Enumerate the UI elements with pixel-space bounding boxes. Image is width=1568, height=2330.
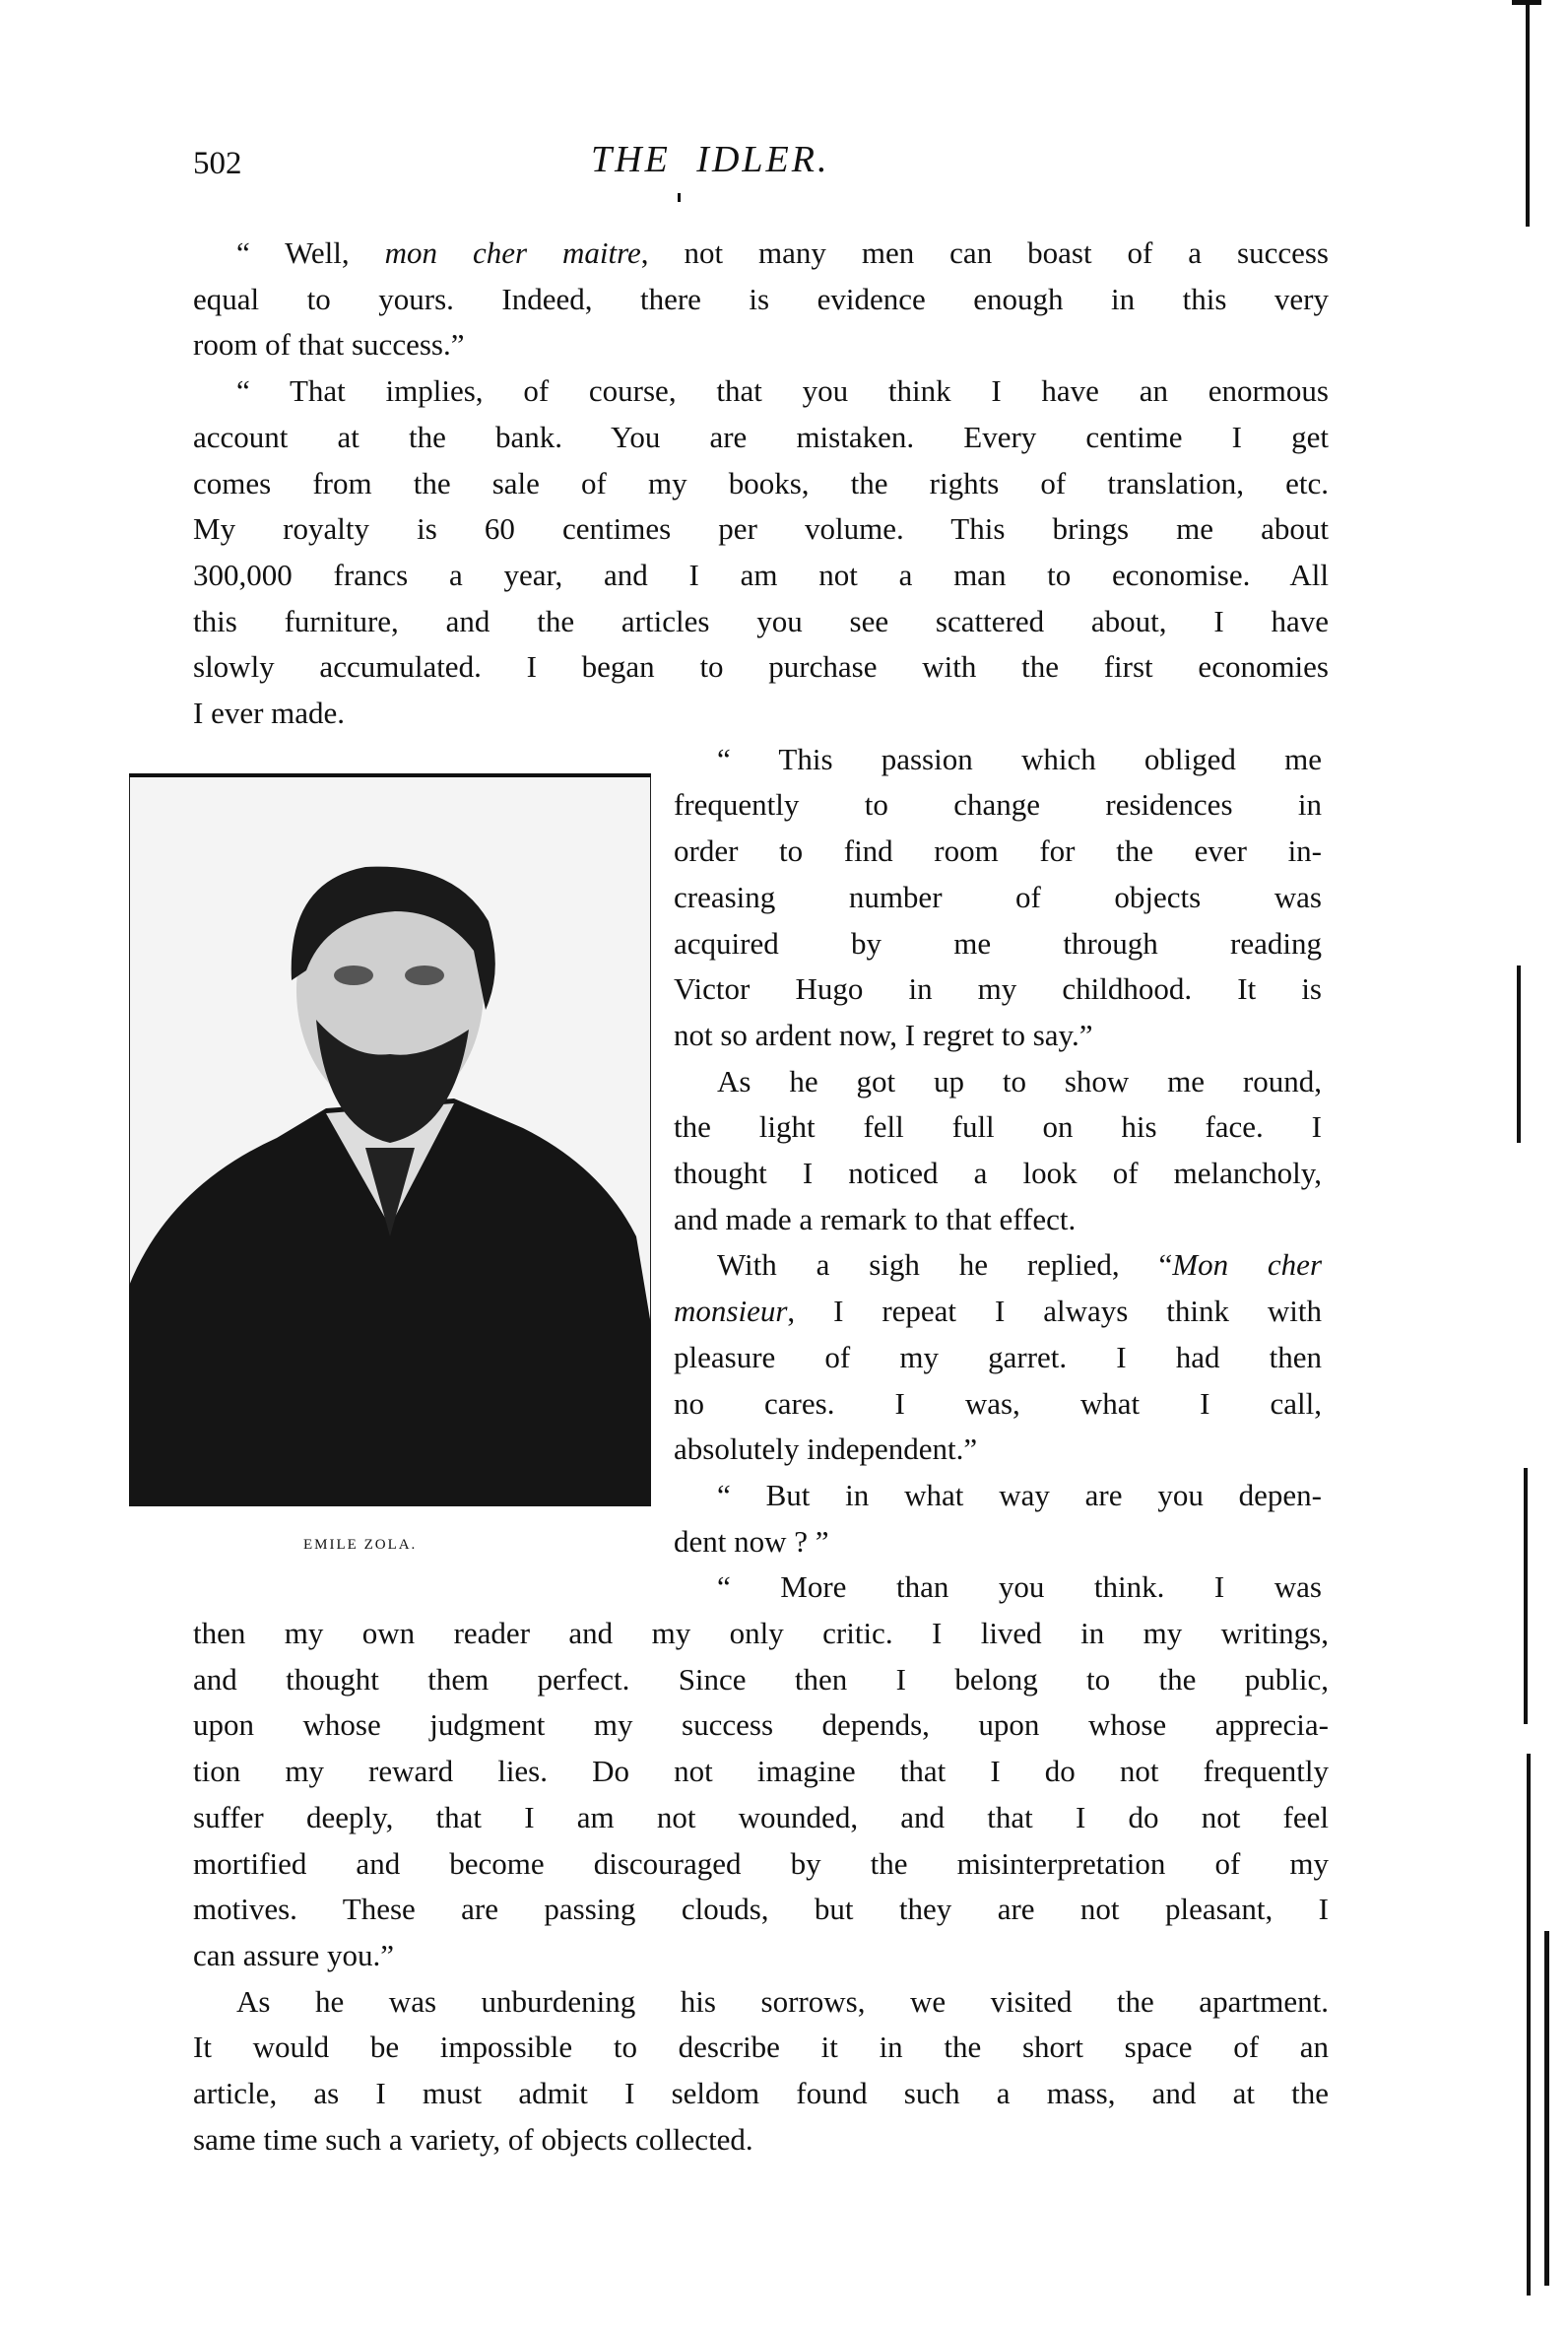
text-segment: order to find room for the ever in- xyxy=(674,833,1322,869)
text-line xyxy=(674,1522,1322,1562)
text-segment: mortified and become discouraged by the misinterpretation of my xyxy=(193,1845,1329,1881)
italic-text: Mon cher xyxy=(1172,1247,1323,1283)
text-line xyxy=(193,1752,1329,1791)
italic-text: monsieur xyxy=(674,1294,788,1329)
text-segment: and thought them perfect. Since then I belong to the public, xyxy=(193,1661,1329,1697)
text-line xyxy=(193,1982,1329,2022)
text-line xyxy=(674,1016,1322,1055)
text-segment: With a sigh he replied, “ xyxy=(717,1247,1173,1283)
text-line xyxy=(193,464,1329,503)
text-line xyxy=(674,1338,1322,1377)
text-line xyxy=(193,418,1329,457)
text-segment: As he was unburdening his sorrows, we visited the apartment. xyxy=(236,1983,1329,2019)
text-segment: My royalty is 60 centimes per volume. This brings me about xyxy=(193,511,1329,547)
text-segment: comes from the sale of my books, the rights of translation, etc. xyxy=(193,465,1329,500)
text-line xyxy=(193,2028,1329,2067)
text-segment: room of that success.” xyxy=(193,327,465,363)
figure-caption: EMILE ZOLA. xyxy=(303,1537,418,1553)
italic-text: mon cher maitre xyxy=(384,235,641,270)
page-number: 502 xyxy=(193,146,242,181)
text-segment: equal to yours. Indeed, there is evidence enough in this very xyxy=(193,281,1329,316)
text-segment: not so ardent now, I regret to say.” xyxy=(674,1017,1093,1052)
text-line xyxy=(674,969,1322,1009)
text-line xyxy=(193,233,1329,273)
text-segment: acquired by me through reading xyxy=(674,925,1322,961)
text-line xyxy=(674,1430,1322,1469)
text-segment: this furniture, and the articles you see scattered about, I have xyxy=(193,603,1329,638)
text-segment: “ That implies, of course, that you think I have an enormous xyxy=(236,373,1329,409)
text-segment: article, as I must admit I seldom found such a mass, and at the xyxy=(193,2076,1329,2110)
text-line xyxy=(193,1890,1329,1929)
margin-rule xyxy=(1512,0,1541,5)
text-segment: “ Well, xyxy=(236,235,385,270)
text-segment: Victor Hugo in my childhood. It is xyxy=(674,971,1322,1007)
margin-rule xyxy=(1524,1468,1528,1724)
text-line xyxy=(193,325,1329,365)
text-segment: pleasure of my garret. I had then xyxy=(674,1339,1322,1374)
text-line xyxy=(193,1660,1329,1699)
text-segment: and made a remark to that effect. xyxy=(674,1201,1077,1236)
text-segment: same time such a variety, of objects collected. xyxy=(193,2121,753,2157)
text-segment: , not many men can boast of a success xyxy=(640,235,1329,270)
text-segment: absolutely independent.” xyxy=(674,1431,978,1467)
text-segment: “ More than you think. I was xyxy=(717,1569,1322,1605)
text-segment: creasing number of objects was xyxy=(674,879,1322,914)
text-line xyxy=(674,1292,1322,1331)
text-line xyxy=(674,924,1322,964)
text-line xyxy=(674,1245,1322,1285)
text-segment: “ But in what way are you depen- xyxy=(717,1477,1322,1512)
text-segment: no cares. I was, what I call, xyxy=(674,1385,1322,1421)
text-line xyxy=(674,1567,1322,1607)
text-segment: thought I noticed a look of melancholy, xyxy=(674,1156,1322,1190)
text-segment: motives. These are passing clouds, but they are not pleasant, I xyxy=(193,1892,1329,1927)
text-line xyxy=(674,1107,1322,1147)
text-line xyxy=(193,694,1329,733)
text-segment: can assure you.” xyxy=(193,1937,394,1972)
text-line xyxy=(193,602,1329,641)
text-segment: I ever made. xyxy=(193,696,346,730)
text-line xyxy=(674,740,1322,779)
text-line xyxy=(674,1200,1322,1239)
margin-rule xyxy=(1526,0,1530,227)
margin-rule xyxy=(1544,1931,1549,2286)
text-line xyxy=(193,647,1329,687)
text-line xyxy=(193,1936,1329,1975)
text-line xyxy=(674,832,1322,871)
text-segment: As he got up to show me round, xyxy=(717,1063,1322,1098)
running-title: THE IDLER. xyxy=(591,139,830,180)
text-segment: slowly accumulated. I began to purchase with the first economies xyxy=(193,649,1329,685)
text-line xyxy=(193,280,1329,319)
text-line xyxy=(674,785,1322,825)
portrait-emile-zola xyxy=(129,773,651,1506)
text-segment: upon whose judgment my success depends, upon whose apprecia- xyxy=(193,1707,1329,1743)
text-line xyxy=(193,509,1329,549)
text-segment: account at the bank. You are mistaken. Every centime I get xyxy=(193,419,1329,454)
text-line xyxy=(193,2074,1329,2113)
text-segment: the light fell full on his face. I xyxy=(674,1109,1322,1145)
text-segment: frequently to change residences in xyxy=(674,787,1322,823)
text-line xyxy=(193,1844,1329,1884)
stray-mark xyxy=(678,193,681,202)
text-line xyxy=(193,371,1329,411)
margin-rule xyxy=(1527,1754,1531,2296)
text-segment: , I repeat I always think with xyxy=(787,1294,1322,1329)
text-line xyxy=(674,1154,1322,1193)
text-segment: “ This passion which obliged me xyxy=(717,741,1322,776)
text-line xyxy=(674,1476,1322,1515)
text-line xyxy=(193,1798,1329,1837)
text-line xyxy=(674,878,1322,917)
text-segment: 300,000 francs a year, and I am not a man to economise. All xyxy=(193,557,1329,592)
text-line xyxy=(193,1705,1329,1745)
margin-rule xyxy=(1517,965,1521,1143)
text-segment: It would be impossible to describe it in the short space of an xyxy=(193,2030,1329,2065)
text-line xyxy=(193,1614,1329,1653)
text-line xyxy=(193,556,1329,595)
text-segment: tion my reward lies. Do not imagine that I do not frequently xyxy=(193,1754,1329,1789)
text-line xyxy=(674,1384,1322,1424)
text-line xyxy=(674,1062,1322,1101)
text-segment: dent now ? ” xyxy=(674,1523,829,1559)
text-line xyxy=(193,2120,1329,2160)
text-segment: suffer deeply, that I am not wounded, and that I do not feel xyxy=(193,1799,1329,1834)
text-segment: then my own reader and my only critic. I lived in my writings, xyxy=(193,1616,1329,1650)
